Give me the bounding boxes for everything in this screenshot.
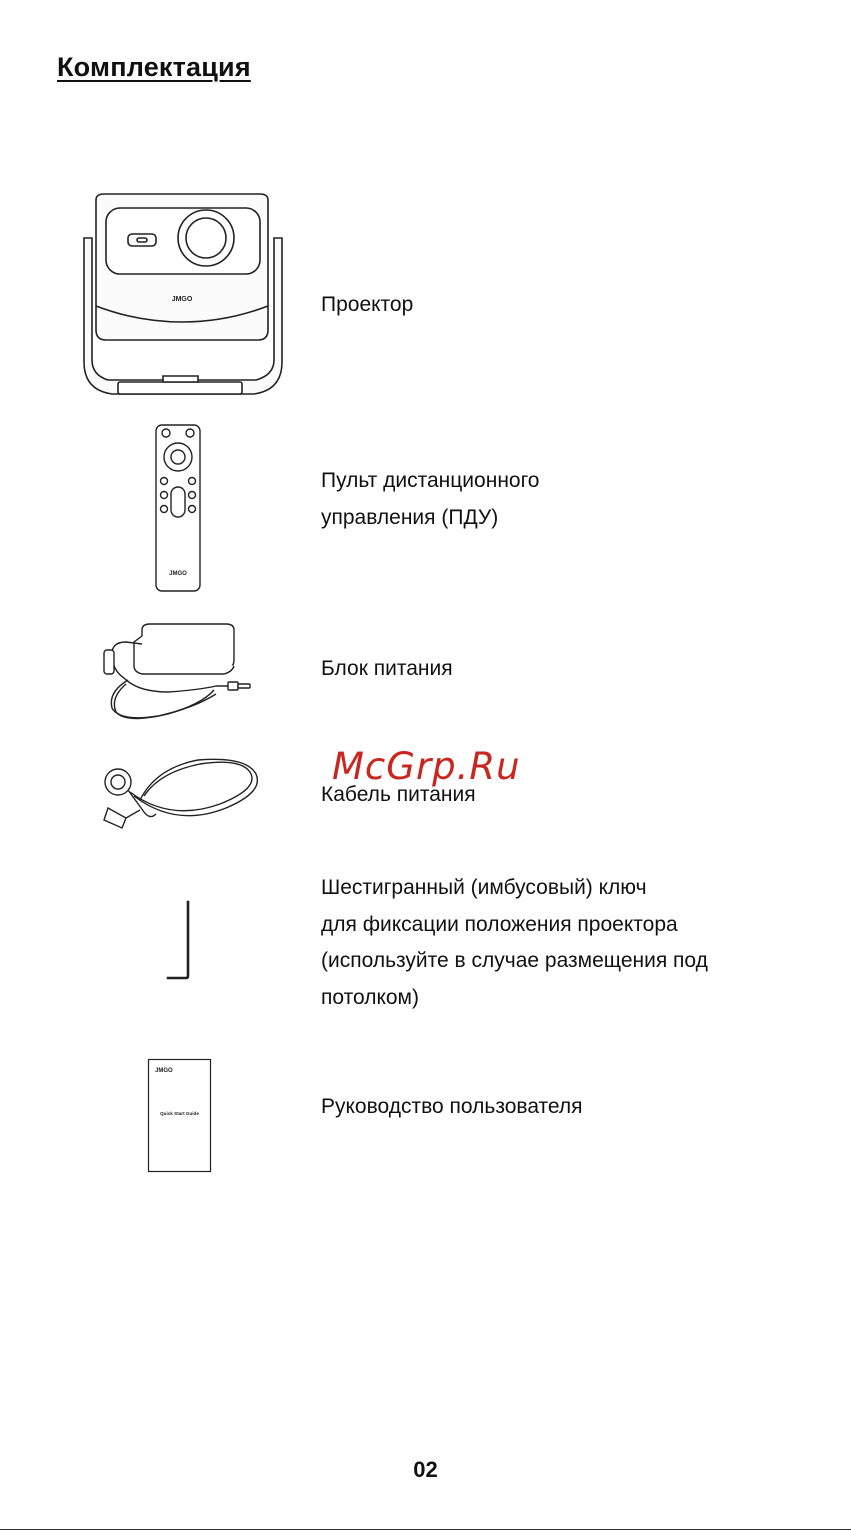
item-label-power-cable: Кабель питания bbox=[321, 783, 476, 806]
bottom-rule bbox=[0, 1529, 851, 1530]
item-label-projector: Проектор bbox=[321, 293, 414, 316]
item-label-hex-key: Шестигранный (имбусовый) ключ для фиксации положения проектора (используйте в случае размещения под потолком) bbox=[321, 876, 708, 1009]
page-number: 02 bbox=[413, 1457, 438, 1482]
hex-key-icon bbox=[164, 898, 194, 984]
user-manual-icon bbox=[147, 1058, 213, 1174]
watermark: McGrp.Ru bbox=[332, 745, 521, 788]
power-cable-icon bbox=[100, 752, 265, 832]
projector-brand: JMGO bbox=[171, 296, 193, 303]
item-label-user-manual: Руководство пользователя bbox=[321, 1095, 583, 1118]
power-adapter-icon bbox=[98, 620, 258, 725]
remote-brand: JMGO bbox=[169, 571, 187, 577]
remote-control-icon bbox=[154, 423, 202, 593]
item-label-power-adapter: Блок питания bbox=[321, 657, 453, 680]
page-title: Комплектация bbox=[57, 52, 251, 82]
item-label-remote: Пульт дистанционного управления (ПДУ) bbox=[321, 469, 540, 529]
manual-brand: JMGO bbox=[155, 1068, 173, 1074]
projector-icon bbox=[78, 190, 288, 400]
manual-cover-text: Quick Start Guide bbox=[160, 1111, 199, 1116]
